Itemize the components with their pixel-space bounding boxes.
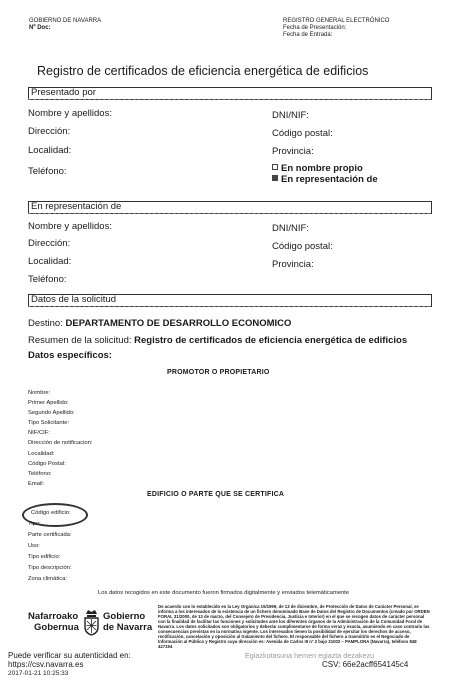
summary-label: Resumen de la solicitud: xyxy=(28,335,132,346)
basque-verify-text: Egiazkotasuna hemen egiazta dezakezu xyxy=(245,651,375,660)
rep-province-label: Provincia: xyxy=(272,259,314,270)
building-field: Tipo: xyxy=(28,521,41,527)
promoter-field: Primer Apellido: xyxy=(28,400,69,406)
header-registry: REGISTRO GENERAL ELECTRÓNICO xyxy=(283,18,390,24)
summary-value: Registro de certificados de eficiencia energética de edificios xyxy=(134,335,408,346)
presented-phone-label: Teléfono: xyxy=(28,166,67,177)
promoter-field: Teléfono: xyxy=(28,471,52,477)
representation-heading: En representación de xyxy=(31,201,122,212)
promoter-field: Segundo Apellido: xyxy=(28,410,75,416)
legal-notice: De acuerdo con lo establecido en la Ley Orgánica 15/1999, de 13 de diciembre, de Protección de Datos de Carácter Personal, se informa a los interesados de la existencia de un fichero denominado Base de Datos del Registro de Documentos (creado por ORDEN FORAL 31/2000, de 13 de marzo, del Consejero de Presidencia, Justicia e Interior) en el que se recogen datos de carácter personal con la finalidad de facilitar las funciones y solicitudes ante los diferentes órganos de la Administración de la Comunidad Foral de Navarra. Los datos solicitados son obligatorios y deberán cumplimentarse de forma veraz y exacta, asumiendo en caso contrario las consecuencias previstas en la normativa vigente. Los interesados tienen la posibilidad de ejercitar los derechos de acceso, rectificación, cancelación y oposición al tratamiento del fichero. El responsable del fichero a trasmitirlo es el Negociado de Información al Público y Registro cuya dirección es: Avenida de Carlos III nº 2 bajo 31002 – PAMPLONA (Navarra), teléfono 848 427194 xyxy=(158,604,430,649)
presented-locality-label: Localidad: xyxy=(28,145,72,156)
header-entry-date: Fecha de Entrada: xyxy=(283,32,333,38)
verify-text: Puede verificar su autenticidad en: xyxy=(8,651,131,660)
rep-address-label: Dirección: xyxy=(28,238,71,249)
rep-dni-label: DNI/NIF: xyxy=(272,223,309,234)
presented-by-heading: Presentado por xyxy=(31,87,96,98)
promoter-field: Nombre: xyxy=(28,390,51,396)
presented-address-label: Dirección: xyxy=(28,126,71,137)
promoter-field: Email: xyxy=(28,481,45,487)
timestamp: 2017-01-21 10:25:33 xyxy=(8,670,69,677)
building-field: Tipo edificio: xyxy=(28,554,61,560)
rep-postal-label: Código postal: xyxy=(272,241,333,252)
logo-basque-line-1: Nafarroako xyxy=(28,611,79,622)
rep-locality-label: Localidad: xyxy=(28,256,72,267)
navarra-logo xyxy=(28,608,153,640)
rep-phone-label: Teléfono: xyxy=(28,274,67,285)
building-heading: EDIFICIO O PARTE QUE SE CERTIFICA xyxy=(147,491,285,498)
divider xyxy=(28,306,430,307)
header-org: GOBIERNO DE NAVARRA xyxy=(29,18,102,24)
presented-postal-label: Código postal: xyxy=(272,128,333,139)
representation-option[interactable] xyxy=(272,174,378,185)
promoter-field: Tipo Solicitante: xyxy=(28,420,70,426)
coat-of-arms-icon xyxy=(83,608,100,636)
destination-label: Destino: xyxy=(28,318,63,329)
building-field: Código edificio: xyxy=(31,510,71,516)
destination-row xyxy=(28,318,291,329)
request-heading: Datos de la solicitud xyxy=(31,294,117,305)
page-title: Registro de certificados de eficiencia energética de edificios xyxy=(37,64,369,78)
logo-spanish-line-2: de Navarra xyxy=(103,622,153,633)
own-name-option[interactable] xyxy=(272,163,363,174)
building-field: Uso: xyxy=(28,543,40,549)
building-field: Parte certificada: xyxy=(28,532,72,538)
divider xyxy=(28,213,430,214)
promoter-field: Localidad: xyxy=(28,451,55,457)
logo-spanish-line-1: Gobierno xyxy=(103,611,146,622)
summary-row xyxy=(28,335,407,346)
csv-code: CSV: 66e2acff654145c4 xyxy=(322,660,409,669)
building-field: Tipo descripción: xyxy=(28,565,72,571)
presented-dni-label: DNI/NIF: xyxy=(272,110,309,121)
presented-name-label: Nombre y apellidos: xyxy=(28,108,112,119)
promoter-heading: PROMOTOR O PROPIETARIO xyxy=(167,369,270,376)
building-field: Zona climática: xyxy=(28,576,67,582)
promoter-field: Código Postal: xyxy=(28,461,66,467)
promoter-field: Dirección de notificacion: xyxy=(28,440,93,446)
own-name-checkbox[interactable] xyxy=(272,164,278,170)
destination-value: DEPARTAMENTO DE DESARROLLO ECONOMICO xyxy=(65,318,292,329)
specific-data-heading: Datos específicos: xyxy=(28,350,112,361)
promoter-field: NIF/CIF: xyxy=(28,430,50,436)
representation-checkbox[interactable] xyxy=(272,175,278,181)
own-name-label: En nombre propio xyxy=(281,163,363,174)
verify-url[interactable]: https://csv.navarra.es xyxy=(8,660,84,669)
header-doc-label: Nº Doc: xyxy=(29,25,51,31)
logo-basque-line-2: Gobernua xyxy=(34,622,79,633)
representation-option-label: En representación de xyxy=(281,174,378,185)
signature-note: Los datos recogidos en este documento fueron firmados digitalmente y enviados telemáticamente xyxy=(98,590,350,596)
presented-province-label: Provincia: xyxy=(272,146,314,157)
rep-name-label: Nombre y apellidos: xyxy=(28,221,112,232)
divider xyxy=(28,99,430,100)
header-presentation-date: Fecha de Presentación: xyxy=(283,25,347,31)
